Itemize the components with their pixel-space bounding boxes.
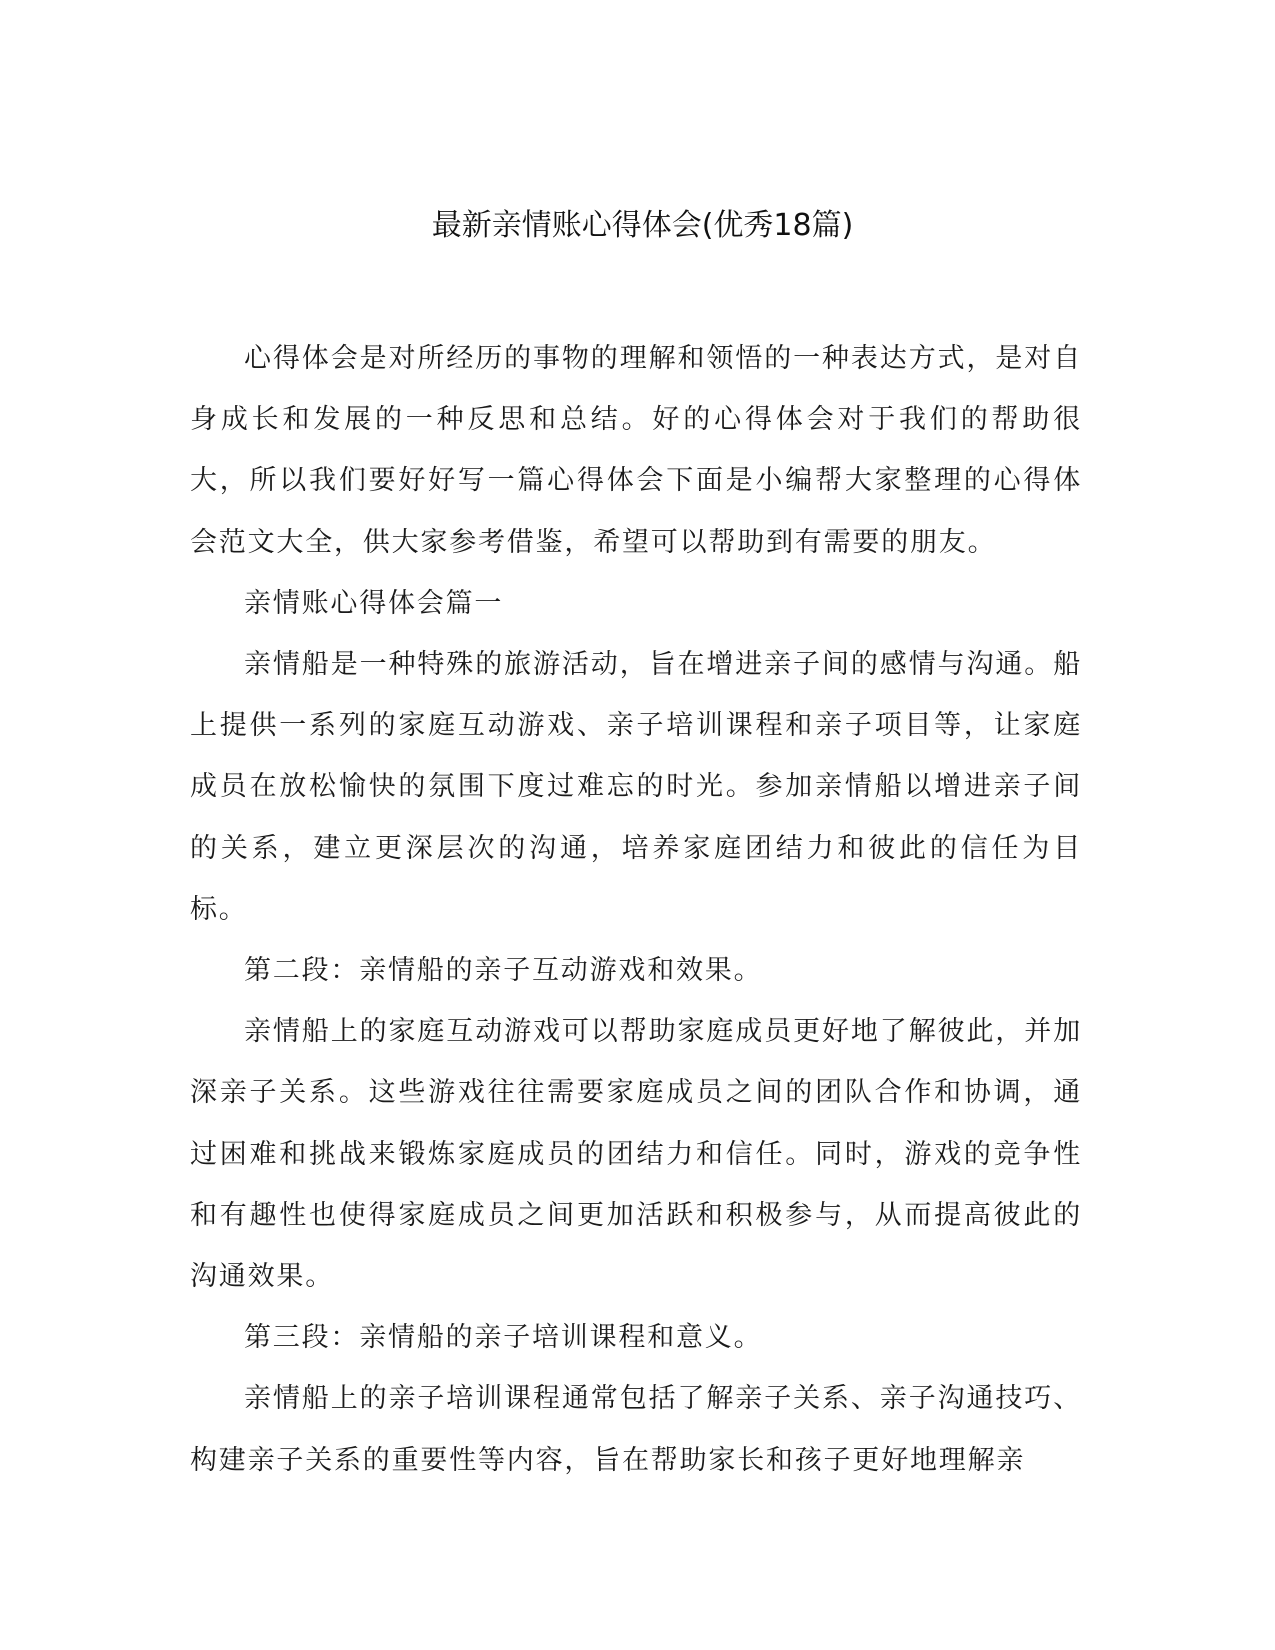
paragraph-part-one: 亲情船是一种特殊的旅游活动，旨在增进亲子间的感情与沟通。船上提供一系列的家庭互动游戏、亲子培训课程和亲子项目等，让家庭成员在放松愉快的氛围下度过难忘的时光。参加亲情船以增进亲子间的关系，建立更深层次的沟通，培养家庭团结力和彼此的信任为目标。 xyxy=(190,649,1082,925)
paragraph-intro: 心得体会是对所经历的事物的理解和领悟的一种表达方式，是对自身成长和发展的一种反思和总结。好的心得体会对于我们的帮助很大，所以我们要好好写一篇心得体会下面是小编帮大家整理的心得体会范文大全，供大家参考借鉴，希望可以帮助到有需要的朋友。 xyxy=(190,343,1082,558)
section-heading-second: 第二段：亲情船的亲子互动游戏和效果。 xyxy=(244,955,763,987)
section-heading-third: 第三段：亲情船的亲子培训课程和意义。 xyxy=(244,1322,763,1354)
paragraph-third: 亲情船上的亲子培训课程通常包括了解亲子关系、亲子沟通技巧、构建亲子关系的重要性等内容，旨在帮助家长和孩子更好地理解亲 xyxy=(190,1383,1082,1476)
paragraph-second: 亲情船上的家庭互动游戏可以帮助家庭成员更好地了解彼此，并加深亲子关系。这些游戏往往需要家庭成员之间的团队合作和协调，通过困难和挑战来锻炼家庭成员的团结力和信任。同时，游戏的竞争性和有趣性也使得家庭成员之间更加活跃和积极参与，从而提高彼此的沟通效果。 xyxy=(190,1016,1082,1293)
document-title: 最新亲情账心得体会(优秀18篇) xyxy=(431,208,854,243)
section-heading-part-one: 亲情账心得体会篇一 xyxy=(244,587,504,619)
document-body xyxy=(190,328,1082,1491)
